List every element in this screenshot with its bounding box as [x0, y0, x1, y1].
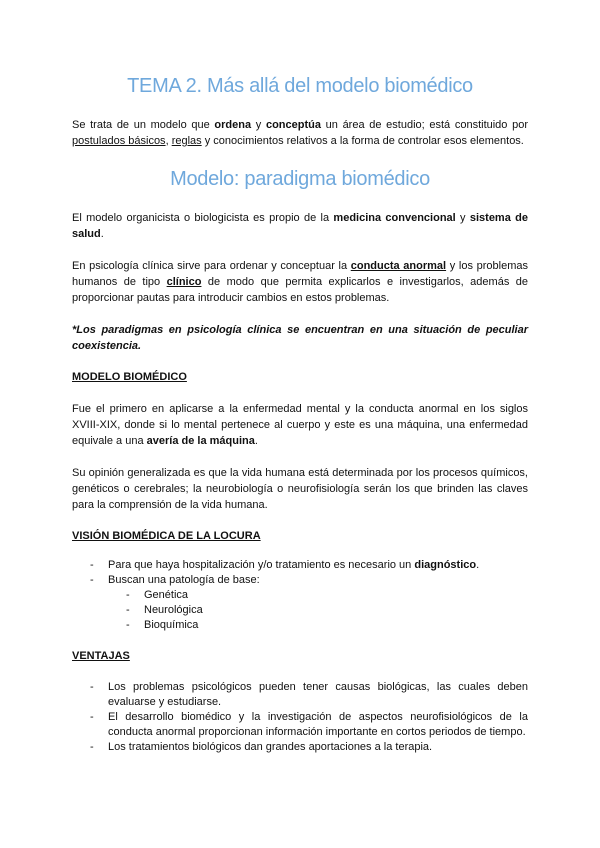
page-title: TEMA 2. Más allá del modelo biomédico — [127, 75, 473, 97]
intro-paragraph: Se trata de un modelo que ordena y conceptúa un área de estudio; está constituido por postulados básicos, reglas y conocimientos relativos a la forma de controlar esos elementos. — [72, 119, 528, 147]
section-subtitle: Modelo: paradigma biomédico — [170, 168, 430, 190]
modelo-biomedico-paragraph-2: Su opinión generalizada es que la vida humana está determinada por los procesos químicos, genéticos o cerebrales; la neurobiología o neurofisiología serán los que brinden las claves para la comprensión de la vida humana. — [72, 467, 528, 511]
pathology-sublist — [108, 588, 528, 633]
sublist-item: - Neurológica — [108, 603, 528, 618]
sublist-item: - Genética — [108, 588, 528, 603]
psicologia-paragraph: En psicología clínica sirve para ordenar y conceptuar la conducta anormal y los problemas humanos de tipo clínico de modo que permita explicarlos e investigarlos, además de proporcionar pautas para introducir cambios en estos problemas. — [72, 260, 529, 304]
list-item: - Los tratamientos biológicos dan grandes aportaciones a la terapia. — [72, 740, 528, 755]
modelo-biomedico-heading: MODELO BIOMÉDICO — [72, 371, 187, 383]
list-item: - Los problemas psicológicos pueden tener causas biológicas, las cuales deben evaluarse y estudiarse. — [72, 680, 528, 710]
ventajas-heading: VENTAJAS — [72, 650, 130, 662]
vision-biomedica-heading: VISIÓN BIOMÉDICA DE LA LOCURA — [72, 530, 261, 542]
organicista-paragraph: El modelo organicista o biologicista es propio de la medicina convencional y sistema de salud. — [72, 212, 528, 240]
list-item: - Para que haya hospitalización y/o tratamiento es necesario un diagnóstico. — [72, 558, 528, 573]
sublist-item: - Bioquímica — [108, 618, 528, 633]
list-item: - Buscan una patología de base: - Genética - Neurológica - Bioquímica — [72, 573, 528, 633]
list-item: - El desarrollo biomédico y la investigación de aspectos neurofisiológicos de la conducta anormal proporcionan información importante en cortos periodos de tiempo. — [72, 710, 528, 740]
coexistence-note: *Los paradigmas en psicología clínica se encuentran en una situación de peculiar coexistencia. — [72, 324, 528, 352]
vision-list — [72, 558, 528, 633]
modelo-biomedico-paragraph-1: Fue el primero en aplicarse a la enfermedad mental y la conducta anormal en los siglos XVIII-XIX, donde si lo mental pertenece al cuerpo y este es una máquina, una enfermedad equivale a una avería de la máquina. — [72, 403, 528, 447]
ventajas-list — [72, 680, 528, 755]
